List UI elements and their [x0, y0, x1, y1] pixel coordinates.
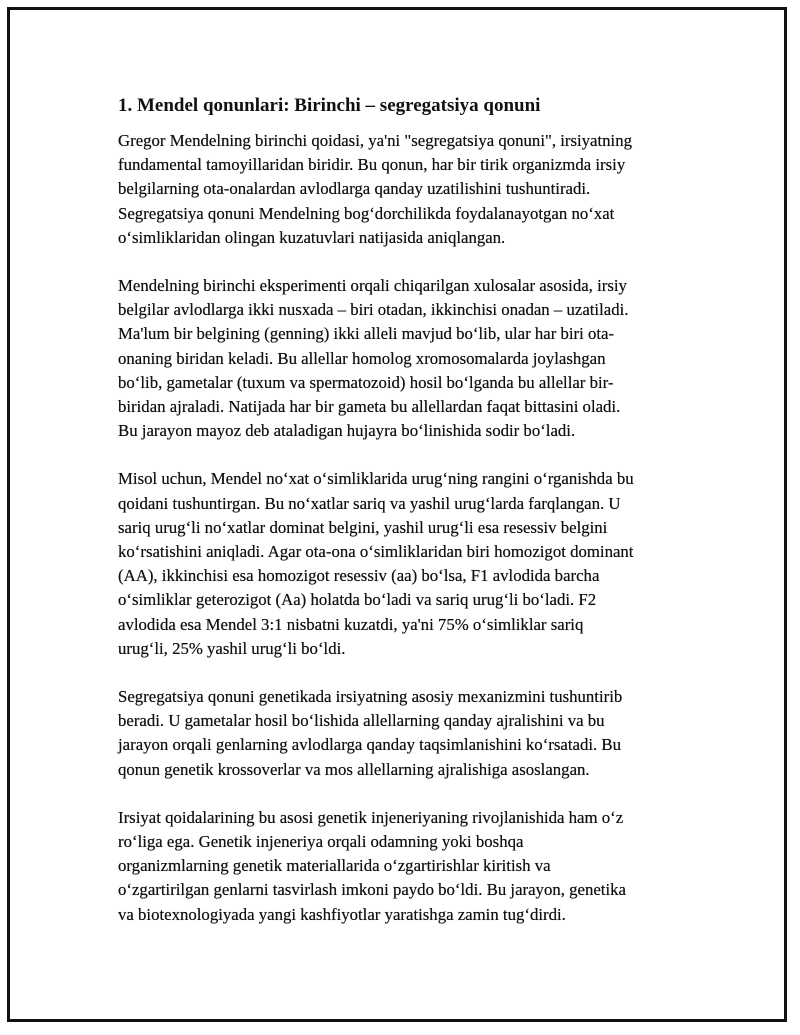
- text-line: organizmlarning genetik materiallarida oʻzgartirishlar kiritish va: [118, 856, 551, 876]
- text-line: Irsiyat qoidalarining bu asosi genetik injeneriyaning rivojlanishida ham oʻz: [118, 807, 624, 827]
- text-line: sariq urugʻli noʻxatlar dominat belgini, yashil urugʻli esa resessiv belgini: [118, 517, 608, 537]
- text-line: belgilarning ota-onalardan avlodlarga qanday uzatilishini tushuntiradi.: [118, 179, 591, 199]
- text-line: boʻlib, gametalar (tuxum va spermatozoid) hosil boʻlganda bu allellar bir-: [118, 372, 614, 392]
- text-line: oʻzgartirilgan genlarni tasvirlash imkoni paydo boʻldi. Bu jarayon, genetika: [118, 880, 626, 900]
- paragraph-1: [118, 129, 694, 250]
- text-line: jarayon orqali genlarning avlodlarga qanday taqsimlanishini koʻrsatadi. Bu: [118, 735, 621, 755]
- text-line: roʻliga ega. Genetik injeneriya orqali odamning yoki boshqa: [118, 832, 524, 852]
- text-line: onaning biridan keladi. Bu allellar homolog xromosomalarda joylashgan: [118, 348, 606, 368]
- text-line: Misol uchun, Mendel noʻxat oʻsimliklarida urugʻning rangini oʻrganishda bu: [118, 469, 634, 489]
- text-line: Ma'lum bir belgining (genning) ikki alleli mavjud boʻlib, ular har biri ota-: [118, 324, 615, 344]
- text-line: Gregor Mendelning birinchi qoidasi, ya'ni "segregatsiya qonuni", irsiyatning: [118, 131, 632, 150]
- text-line: urugʻli, 25% yashil urugʻli boʻldi.: [118, 638, 346, 658]
- text-line: Bu jarayon mayoz deb ataladigan hujayra boʻlinishida sodir boʻladi.: [118, 421, 576, 441]
- text-line: (AA), ikkinchisi esa homozigot resessiv (aa) boʻlsa, F1 avlodida barcha: [118, 566, 600, 586]
- text-line: belgilar avlodlarga ikki nusxada – biri otadan, ikkinchisi onadan – uzatiladi.: [118, 300, 629, 320]
- text-line: oʻsimliklaridan olingan kuzatuvlari natijasida aniqlangan.: [118, 227, 506, 247]
- text-line: Segregatsiya qonuni genetikada irsiyatning asosiy mexanizmini tushuntirib: [118, 687, 623, 707]
- text-line: biridan ajraladi. Natijada har bir gameta bu allellardan faqat bittasini oladi.: [118, 397, 621, 417]
- document-body: [118, 92, 694, 951]
- section-heading: 1. Mendel qonunlari: Birinchi – segregatsiya qonuni: [118, 95, 541, 116]
- text-line: qoidani tushuntirgan. Bu noʻxatlar sariq va yashil urugʻlarda farqlangan. U: [118, 493, 621, 513]
- text-line: avlodida esa Mendel 3:1 nisbatni kuzatdi, ya'ni 75% oʻsimliklar sariq: [118, 614, 584, 634]
- text-line: Segregatsiya qonuni Mendelning bogʻdorchilikda foydalanayotgan noʻxat: [118, 203, 615, 223]
- paragraph-2: [118, 274, 694, 443]
- text-line: koʻrsatishini aniqladi. Agar ota-ona oʻsimliklaridan biri homozigot dominant: [118, 542, 634, 562]
- paragraph-5: [118, 806, 694, 927]
- text-line: va biotexnologiyada yangi kashfiyotlar yaratishga zamin tugʻdirdi.: [118, 904, 566, 924]
- text-line: fundamental tamoyillaridan biridir. Bu qonun, har bir tirik organizmda irsiy: [118, 155, 626, 175]
- text-line: beradi. U gametalar hosil boʻlishida allellarning qanday ajralishini va bu: [118, 711, 605, 731]
- paragraph-3: [118, 467, 694, 661]
- paragraph-4: [118, 685, 694, 782]
- text-line: Mendelning birinchi eksperimenti orqali chiqarilgan xulosalar asosida, irsiy: [118, 276, 627, 296]
- text-line: oʻsimliklar geterozigot (Aa) holatda boʻladi va sariq urugʻli boʻladi. F2: [118, 590, 597, 610]
- text-line: qonun genetik krossoverlar va mos allellarning ajralishiga asoslangan.: [118, 759, 590, 779]
